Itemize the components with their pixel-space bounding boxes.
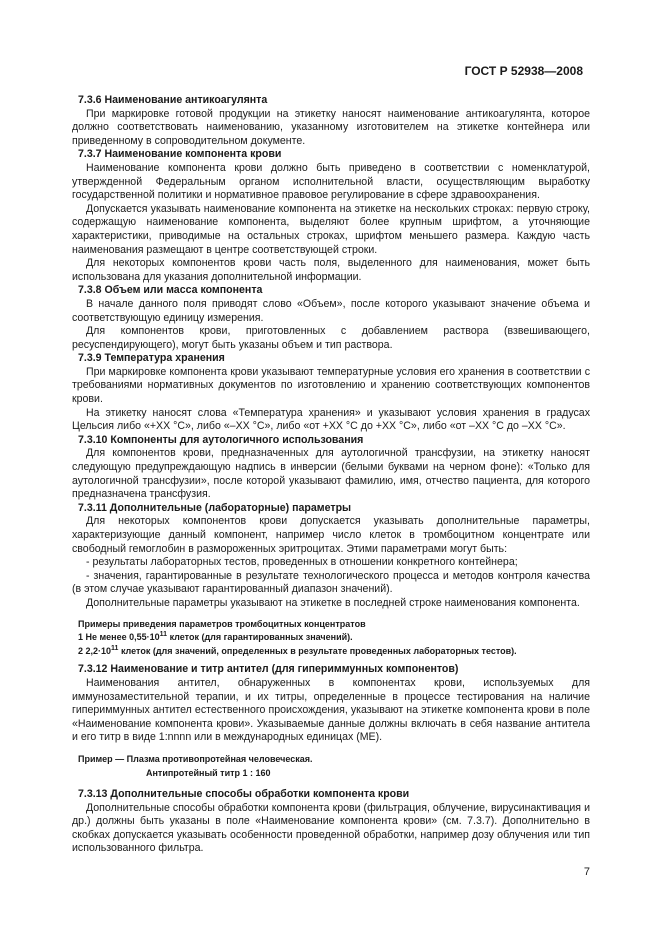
section-heading: 7.3.13 Дополнительные способы обработки компонента крови	[78, 788, 410, 801]
list-item: - результаты лабораторных тестов, проведенных в отношении конкретного контейнера;	[86, 556, 518, 569]
page-content	[72, 94, 590, 900]
paragraph: Дополнительные способы обработки компонента крови (фильтрация, облучение, вирусинактивация и др.) должны быть указаны в поле «Наименование компонента крови» (см. 7.3.7). Дополнительно в скобках допускается указывать особенности проведенной обработки, например дозу облучения или тип использованного фильтра.	[72, 801, 590, 855]
page-number: 7	[583, 866, 590, 879]
example-text: 1 Не менее 0,55·10	[78, 632, 160, 643]
paragraph: Для компонентов крови, предназначенных для аутологичной трансфузии, на этикетку наносят следующую предупреждающую надпись в инверсии (белыми буквами на черном фоне): «Только для аутологичной трансфузии», после которой указывают фамилию, имя, отчество пациента, для которого предназначена трансфузия.	[72, 447, 590, 501]
document-header: ГОСТ Р 52938—2008	[464, 64, 583, 78]
section-heading: 7.3.8 Объем или масса компонента	[78, 284, 263, 297]
paragraph: Наименование компонента крови должно быть приведено в соответствии с номенклатурой, утвержденной Федеральным органом исполнительной власти, осуществляющим выработку государственной политики и нормативное правовое регулирование в сфере здравоохранения.	[72, 161, 590, 202]
section-heading: 7.3.12 Наименование и титр антител (для гипериммунных компонентов)	[78, 663, 459, 676]
list-item: - значения, гарантированные в результате технологического процесса и методов контроля качества (в этом случае указывают гарантированный диапазон значений).	[72, 569, 590, 596]
example-block	[72, 753, 590, 780]
example-item	[72, 645, 590, 659]
paragraph: На этикетку наносят слова «Температура хранения» и указывают условия хранения в градусах Цельсия либо «+XX °С», либо «–XX °С», либо «от +XX °С до +XX °С», либо «от –XX °С до –XX °С».	[72, 406, 590, 433]
section-heading: 7.3.10 Компоненты для аутологичного использования	[78, 433, 364, 446]
paragraph: Для некоторых компонентов крови часть поля, выделенного для наименования, может быть использована для указания дополнительной информации.	[72, 257, 590, 283]
example-text: клеток (для значений, определенных в результате проведенных лабораторных тестов).	[118, 645, 517, 656]
paragraph: При маркировке готовой продукции на этикетку наносят наименование антикоагулянта, которое должно соответствовать наименованию, указанному изготовителем на этикетке контейнера или приведенному в сопроводительном документе.	[72, 107, 590, 147]
paragraph: Для компонентов крови, приготовленных с добавлением раствора (взвешивающего, ресуспендирующего), могут быть указаны объем и тип раствора.	[72, 325, 590, 351]
paragraph: Наименования антител, обнаруженных в компонентах крови, используемых для иммунозаместительной терапии, и их титры, определенные в процессе тестирования на наличие гипериммунных антител естественного происхождения, указывают на этикетке компонента крови в поле «Наименование компонента крови». Указываемые данные должны включать в себя название антитела и его титр в виде 1:nnnn или в международных единицах (МЕ).	[72, 676, 590, 744]
examples-title: Примеры приведения параметров тромбоцитных концентратов	[78, 618, 366, 629]
exponent: 11	[159, 631, 168, 639]
section-heading: 7.3.6 Наименование антикоагулянта	[78, 94, 268, 106]
section-heading: 7.3.7 Наименование компонента крови	[78, 148, 282, 161]
paragraph: Дополнительные параметры указывают на этикетке в последней строке наименования компонента.	[86, 596, 580, 609]
examples-block	[72, 618, 590, 659]
section-heading: 7.3.11 Дополнительные (лабораторные) параметры	[78, 501, 352, 514]
example-item	[72, 631, 590, 645]
section-heading: 7.3.9 Температура хранения	[78, 352, 225, 365]
example-line: Пример — Плазма противопротейная человеческая.	[78, 753, 313, 764]
paragraph: Допускается указывать наименование компонента на этикетке на нескольких строках: первую строку, содержащую наименование компонента, выделяют более крупным шрифтом, а уточняющие характеристики, приводимые на остальных строках, шрифтом меньшего размера. Каждую часть наименования размещают в центре соответствующей строки.	[72, 202, 590, 256]
example-line: Антипротейный титр 1 : 160	[146, 767, 271, 778]
exponent: 11	[111, 644, 119, 652]
paragraph: При маркировке компонента крови указывают температурные условия его хранения в соответствии с требованиями нормативных документов по изготовлению и хранению соответствующих компонентов крови.	[72, 365, 590, 406]
paragraph: Для некоторых компонентов крови допускается указывать дополнительные параметры, характеризующие данный компонент, например число клеток в тромбоцитном концентрате или свободный гемоглобин в размороженных эритроцитах. Этими параметрами могут быть:	[72, 515, 590, 555]
example-text: 2 2,2·10	[78, 645, 112, 656]
example-text: клеток (для гарантированных значений).	[167, 632, 353, 643]
paragraph: В начале данного поля приводят слово «Объем», после которого указывают значение объема и соответствующую единицу измерения.	[72, 297, 590, 324]
